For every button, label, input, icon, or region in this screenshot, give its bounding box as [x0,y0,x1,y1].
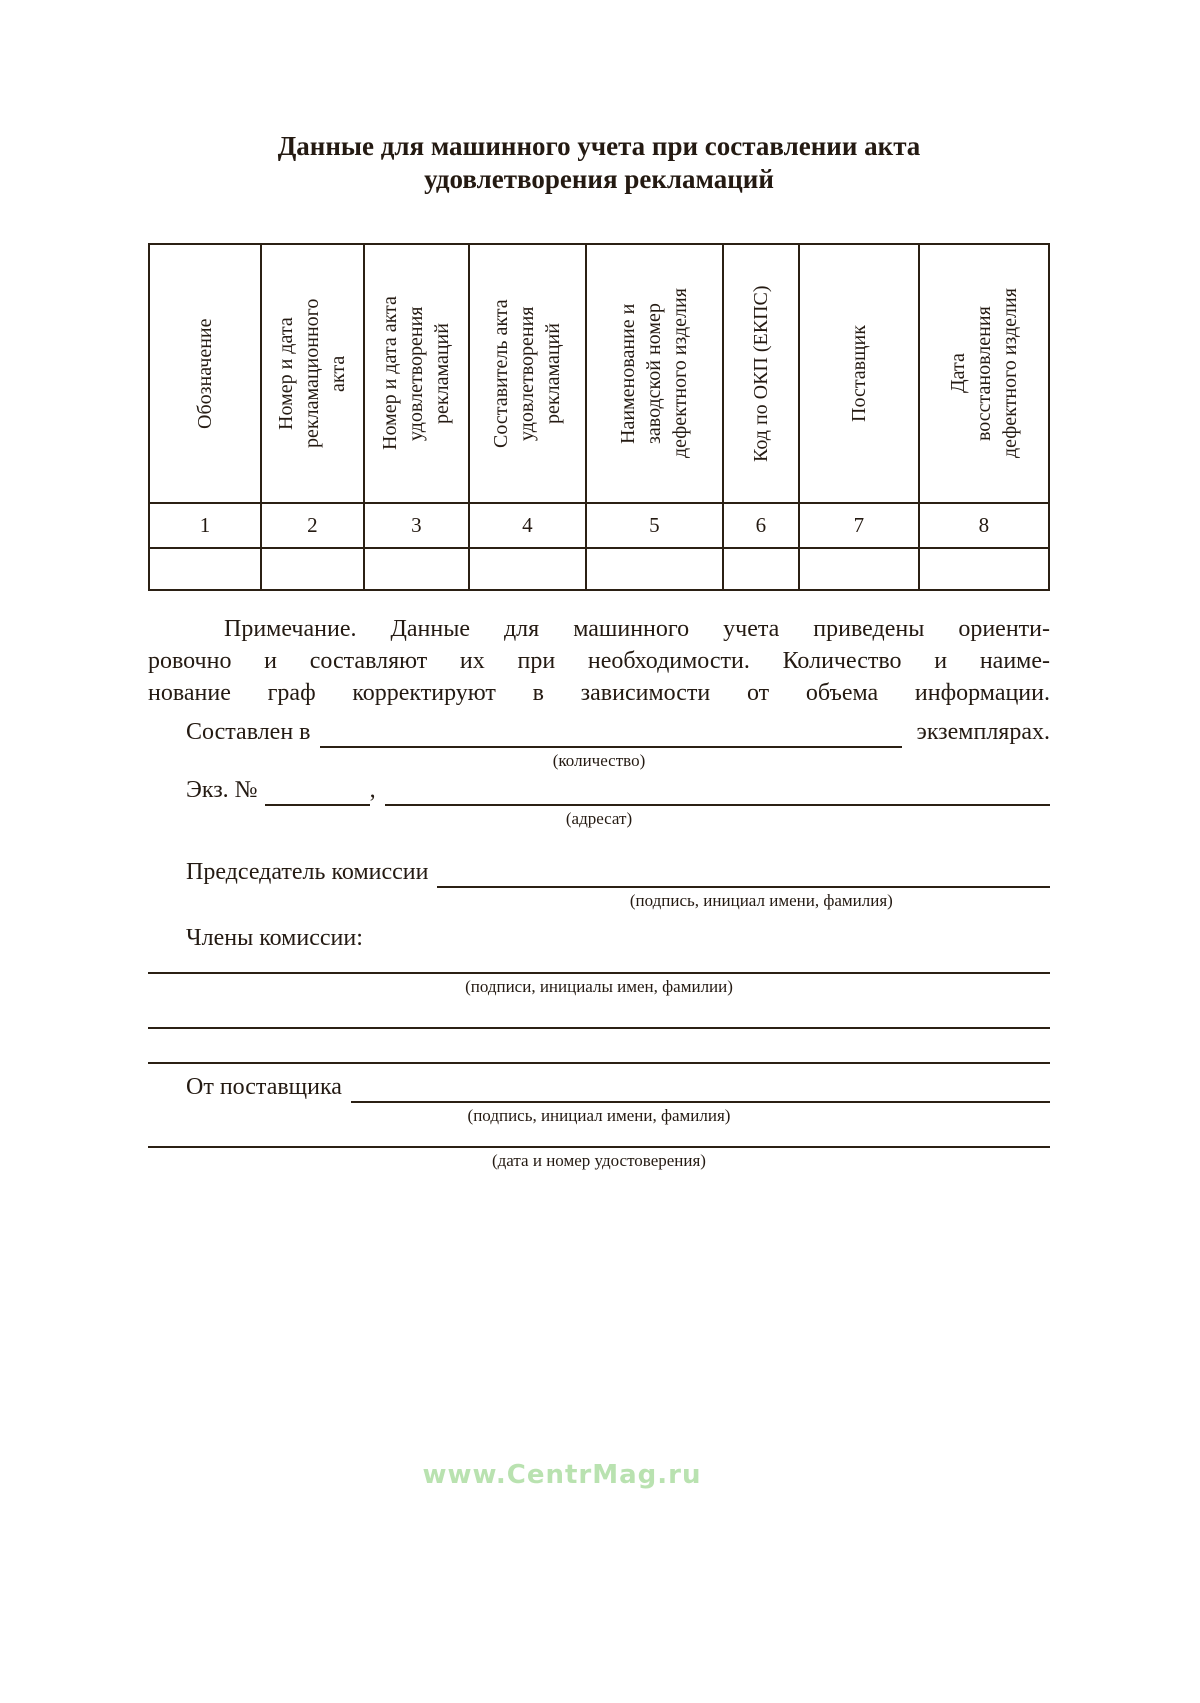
empty-data-cell[interactable] [799,548,919,590]
empty-data-cell[interactable] [261,548,364,590]
table-header-row [149,244,1049,503]
header-cell-act-compiler [469,244,586,503]
machine-accounting-table [148,243,1050,591]
header-text: дефектного изделия [998,288,1021,459]
column-number: 3 [364,503,469,548]
chairman-field [148,857,1050,888]
header-text: Составитель акта [490,299,513,448]
header-text: удовлетворения [516,306,539,441]
header-text: рекламаций [431,323,454,424]
column-number: 7 [799,503,919,548]
member-signature-line-2[interactable] [148,999,1050,1029]
column-numbers-row [149,503,1049,548]
copy-number-blank[interactable] [265,804,370,806]
addressee-caption: (адресат) [565,809,633,828]
copy-number-field [148,775,1050,806]
members-signature-caption: (подписи, инициалы имен, фамилии) [465,977,733,996]
empty-data-cell[interactable] [586,548,723,590]
certificate-caption: (дата и номер удостоверения) [492,1151,706,1170]
chairman-label: Председатель комиссии [186,859,429,885]
empty-data-cell[interactable] [469,548,586,590]
watermark: www.CentrMag.ru [422,1460,702,1490]
header-text: удовлетворения [405,306,428,441]
header-cell-satisfaction-act-number-date [364,244,469,503]
chairman-signature-blank[interactable] [437,886,1050,888]
note-line: нование граф корректируют в зависимости от объема информации. [148,680,1050,706]
header-text: рекламаций [542,323,565,424]
supplier-label: От поставщика [186,1074,342,1100]
members-label: Члены комиссии: [186,925,363,951]
column-number: 8 [919,503,1049,548]
empty-data-cell[interactable] [364,548,469,590]
column-number: 4 [469,503,586,548]
header-text: Обозначение [193,318,216,429]
copies-field [148,717,1050,748]
supplier-signature-caption: (подпись, инициал имени, фамилия) [467,1106,731,1125]
note-line: Примечание. Данные для машинного учета приведены ориенти- [224,616,1050,642]
copies-suffix-label: экземплярах. [910,719,1050,745]
copy-number-prefix-label: Экз. № [186,777,258,803]
header-text: рекламационного [301,298,324,449]
copies-count-caption: (количество) [552,751,646,770]
empty-data-cell[interactable] [723,548,799,590]
document-title-line-2: удовлетворения рекламаций [424,164,774,194]
header-cell-claim-act-number-date [261,244,364,503]
member-signature-line-1[interactable] [148,954,1050,974]
chairman-signature-caption: (подпись, инициал имени, фамилия) [629,891,893,910]
empty-data-cell[interactable] [919,548,1049,590]
empty-data-cell[interactable] [149,548,261,590]
header-text: заводской номер [643,303,666,444]
column-number: 2 [261,503,364,548]
members-field [148,923,1050,954]
header-text: дефектного изделия [669,288,692,459]
supplier-signature-blank[interactable] [351,1101,1050,1103]
document-title [148,0,1050,196]
note-paragraph [148,613,1050,709]
header-text: Дата [946,353,969,394]
copies-prefix-label: Составлен в [186,719,311,745]
header-text: Наименование и [617,303,640,444]
copy-number-separator: , [369,777,376,803]
header-text: восстановления [972,306,995,441]
certificate-blank-line[interactable] [148,1126,1050,1148]
header-text: Номер и дата [275,317,298,430]
supplier-field [148,1072,1050,1103]
column-number: 1 [149,503,261,548]
header-cell-okp-code [723,244,799,503]
column-number: 6 [723,503,799,548]
copies-count-blank[interactable] [320,746,902,748]
header-text: акта [327,355,350,392]
note-line: ровочно и составляют их при необходимости. Количество и наиме- [148,648,1050,674]
member-signature-line-3[interactable] [148,1034,1050,1064]
document-title-line-1: Данные для машинного учета при составлении акта [277,131,921,161]
empty-data-row [149,548,1049,590]
header-cell-defective-product-name-number [586,244,723,503]
header-text: Код по ОКП (ЕКПС) [749,285,772,462]
header-text: Поставщик [847,325,870,422]
header-cell-supplier [799,244,919,503]
header-cell-designation [149,244,261,503]
header-text: Номер и дата акта [379,296,402,451]
addressee-blank[interactable] [385,804,1050,806]
column-number: 5 [586,503,723,548]
header-cell-restoration-date [919,244,1049,503]
